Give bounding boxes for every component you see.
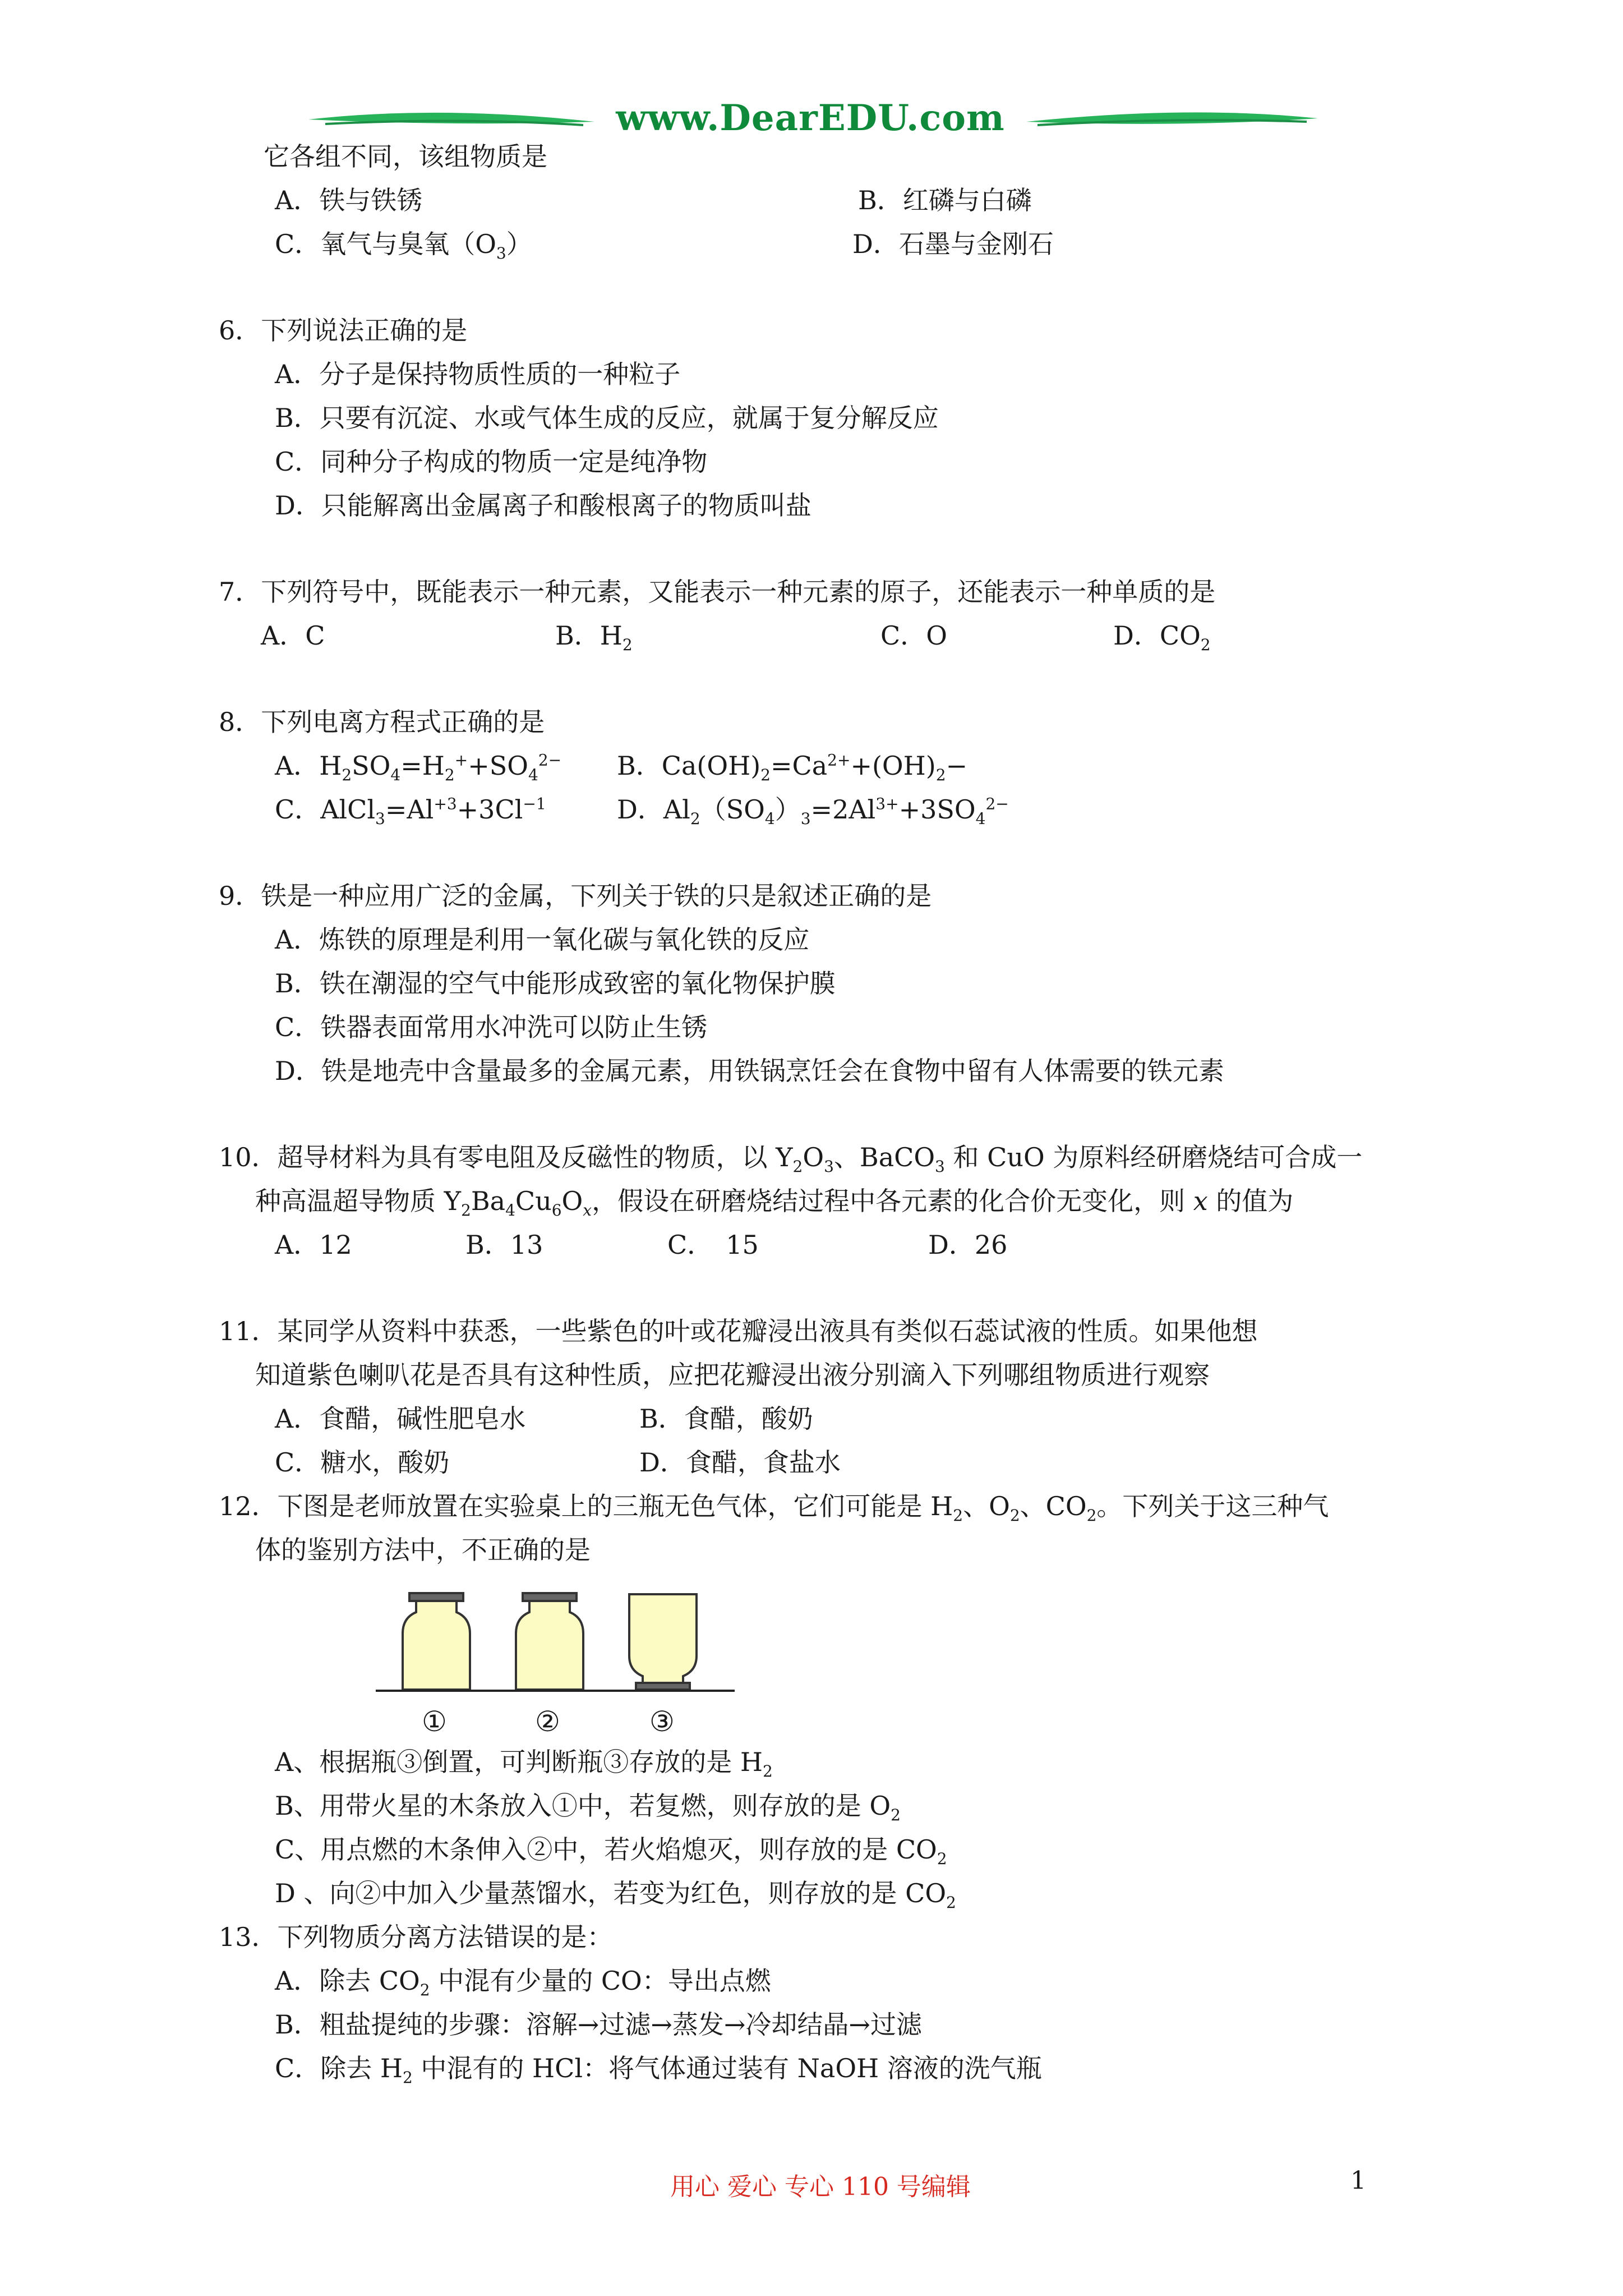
q6-option-b: B．只要有沉淀、水或气体生成的反应，就属于复分解反应: [275, 403, 939, 433]
q7-option-a: A．C: [261, 620, 325, 651]
q10-options: [219, 1223, 1424, 1267]
q10-option-a: A．12: [275, 1230, 352, 1260]
q13-option-c: C．除去 $H_2$ 中混有的 HCl：将气体通过装有 NaOH 溶液的洗气瓶: [275, 2053, 1042, 2087]
site-url[interactable]: www.DearEDU.com: [616, 97, 1005, 139]
q12-stem-line1: 12．下图是老师放置在实验桌上的三瓶无色气体，它们可能是 $H_2$、$O_2$、$CO_2$。下列关于这三种气: [219, 1491, 1329, 1525]
question-content: [219, 135, 1424, 2090]
q12-option-c: C、用点燃的木条伸入②中，若火焰熄灭，则存放的是 $CO_2$: [275, 1834, 947, 1869]
q10-option-d: D．26: [928, 1230, 1008, 1260]
q9-option-c: C．铁器表面常用水冲洗可以防止生锈: [275, 1012, 708, 1042]
q7-options: [219, 614, 1424, 657]
q5-options-cd: [219, 222, 1424, 266]
q6-stem: 6．下列说法正确的是: [219, 315, 468, 346]
page-footer: [0, 2166, 1623, 2200]
q8-stem: 8．下列电离方程式正确的是: [219, 707, 545, 737]
q7-option-c: C．O: [880, 620, 947, 651]
q9-option-a: A．炼铁的原理是利用一氧化碳与氧化铁的反应: [275, 924, 810, 955]
bottle-label-3: ③: [649, 1705, 675, 1738]
q11-option-b: B．食醋，酸奶: [639, 1404, 813, 1434]
q8-option-c: C．$AlCl_3=Al^{+3}+3Cl^{-1}$: [275, 794, 546, 829]
q7-stem: 7．下列符号中，既能表示一种元素，又能表示一种元素的原子，还能表示一种单质的是: [219, 577, 1216, 607]
q11-options-ab: [219, 1397, 1424, 1441]
q5-option-a: A．铁与铁锈: [275, 185, 423, 215]
bottle-label-2: ②: [535, 1705, 560, 1738]
q8-option-b: B．$Ca(OH)_2=Ca^{2+}+(OH)_2-$: [617, 751, 968, 785]
q6-option-d: D．只能解离出金属离子和酸根离子的物质叫盐: [275, 490, 811, 521]
q13-option-b: B．粗盐提纯的步骤：溶解→过滤→蒸发→冷却结晶→过滤: [275, 2009, 922, 2040]
q13-option-a: A．除去 $CO_2$ 中混有少量的 CO：导出点燃: [275, 1966, 771, 2000]
q9-stem: 9．铁是一种应用广泛的金属，下列关于铁的只是叙述正确的是: [219, 881, 932, 911]
q12-option-b: B、用带火星的木条放入①中，若复燃，则存放的是 $O_2$: [275, 1791, 901, 1825]
q10-option-b: B．13: [465, 1230, 543, 1260]
q5-option-c: C．氧气与臭氧$(O_3)$: [275, 229, 532, 263]
gas-bottles-figure: [376, 1572, 768, 1740]
q8-option-a: A．$H_2SO_4=H_2^++SO_4^{2-}$: [275, 751, 562, 785]
q11-stem-line2: 知道紫色喇叭花是否具有这种性质，应把花瓣浸出液分别滴入下列哪组物质进行观察: [255, 1360, 1210, 1390]
q8-options-cd: [219, 788, 1424, 831]
q12-stem-line2: 体的鉴别方法中，不正确的是: [255, 1535, 591, 1565]
page-number: 1: [1350, 2166, 1366, 2195]
q12-option-a: A、根据瓶③倒置，可判断瓶③存放的是 $H_2$: [275, 1747, 773, 1781]
q11-option-d: D．食醋，食盐水: [639, 1447, 841, 1478]
q10-option-c: C． 15: [667, 1230, 759, 1260]
q7-option-d: D．$CO_2$: [1113, 620, 1211, 655]
q5-options-ab: [219, 178, 1424, 222]
q5-option-b: B．红磷与白磷: [858, 185, 1032, 215]
q6-option-a: A．分子是保持物质性质的一种粒子: [275, 359, 681, 389]
bottle-label-1: ①: [422, 1705, 447, 1738]
q13-stem: 13．下列物质分离方法错误的是：: [219, 1922, 613, 1952]
q11-stem-line1: 11．某同学从资料中获悉，一些紫色的叶或花瓣浸出液具有类似石蕊试液的性质。如果他想: [219, 1316, 1258, 1346]
q11-option-c: C．糖水，酸奶: [275, 1447, 450, 1478]
q12-option-d: D 、向②中加入少量蒸馏水，若变为红色，则存放的是 $CO_2$: [275, 1878, 956, 1912]
q5-stem: 它各组不同，该组物质是: [264, 141, 547, 172]
q5-option-d: D．石墨与金刚石: [852, 229, 1054, 259]
q10-stem-line2: 种高温超导物质 $Y_2Ba_4Cu_6O_x$，假设在研磨烧结过程中各元素的化合价无变化，则 x 的值为: [255, 1186, 1294, 1220]
q11-options-cd: [219, 1441, 1424, 1484]
q8-options-ab: [219, 744, 1424, 788]
q6-option-c: C．同种分子构成的物质一定是纯净物: [275, 447, 708, 477]
q9-option-d: D．铁是地壳中含量最多的金属元素，用铁锅烹饪会在食物中留有人体需要的铁元素: [275, 1056, 1224, 1086]
q10-stem-line1: 10．超导材料为具有零电阻及反磁性的物质，以 $Y_2O_3$、BaCO$_3$ 和 CuO 为原料经研磨烧结可合成一: [219, 1142, 1363, 1176]
q7-option-b: B．$H_2$: [555, 620, 633, 655]
q9-option-b: B．铁在潮湿的空气中能形成致密的氧化物保护膜: [275, 968, 836, 999]
q8-option-d: D．$Al_2(SO_4)_3=2Al^{3+}+3SO_4^{2-}$: [617, 794, 1009, 829]
q11-option-a: A．食醋，碱性肥皂水: [275, 1404, 526, 1434]
footer-slogan: 用心 爱心 专心 110 号编辑: [670, 2173, 971, 2201]
